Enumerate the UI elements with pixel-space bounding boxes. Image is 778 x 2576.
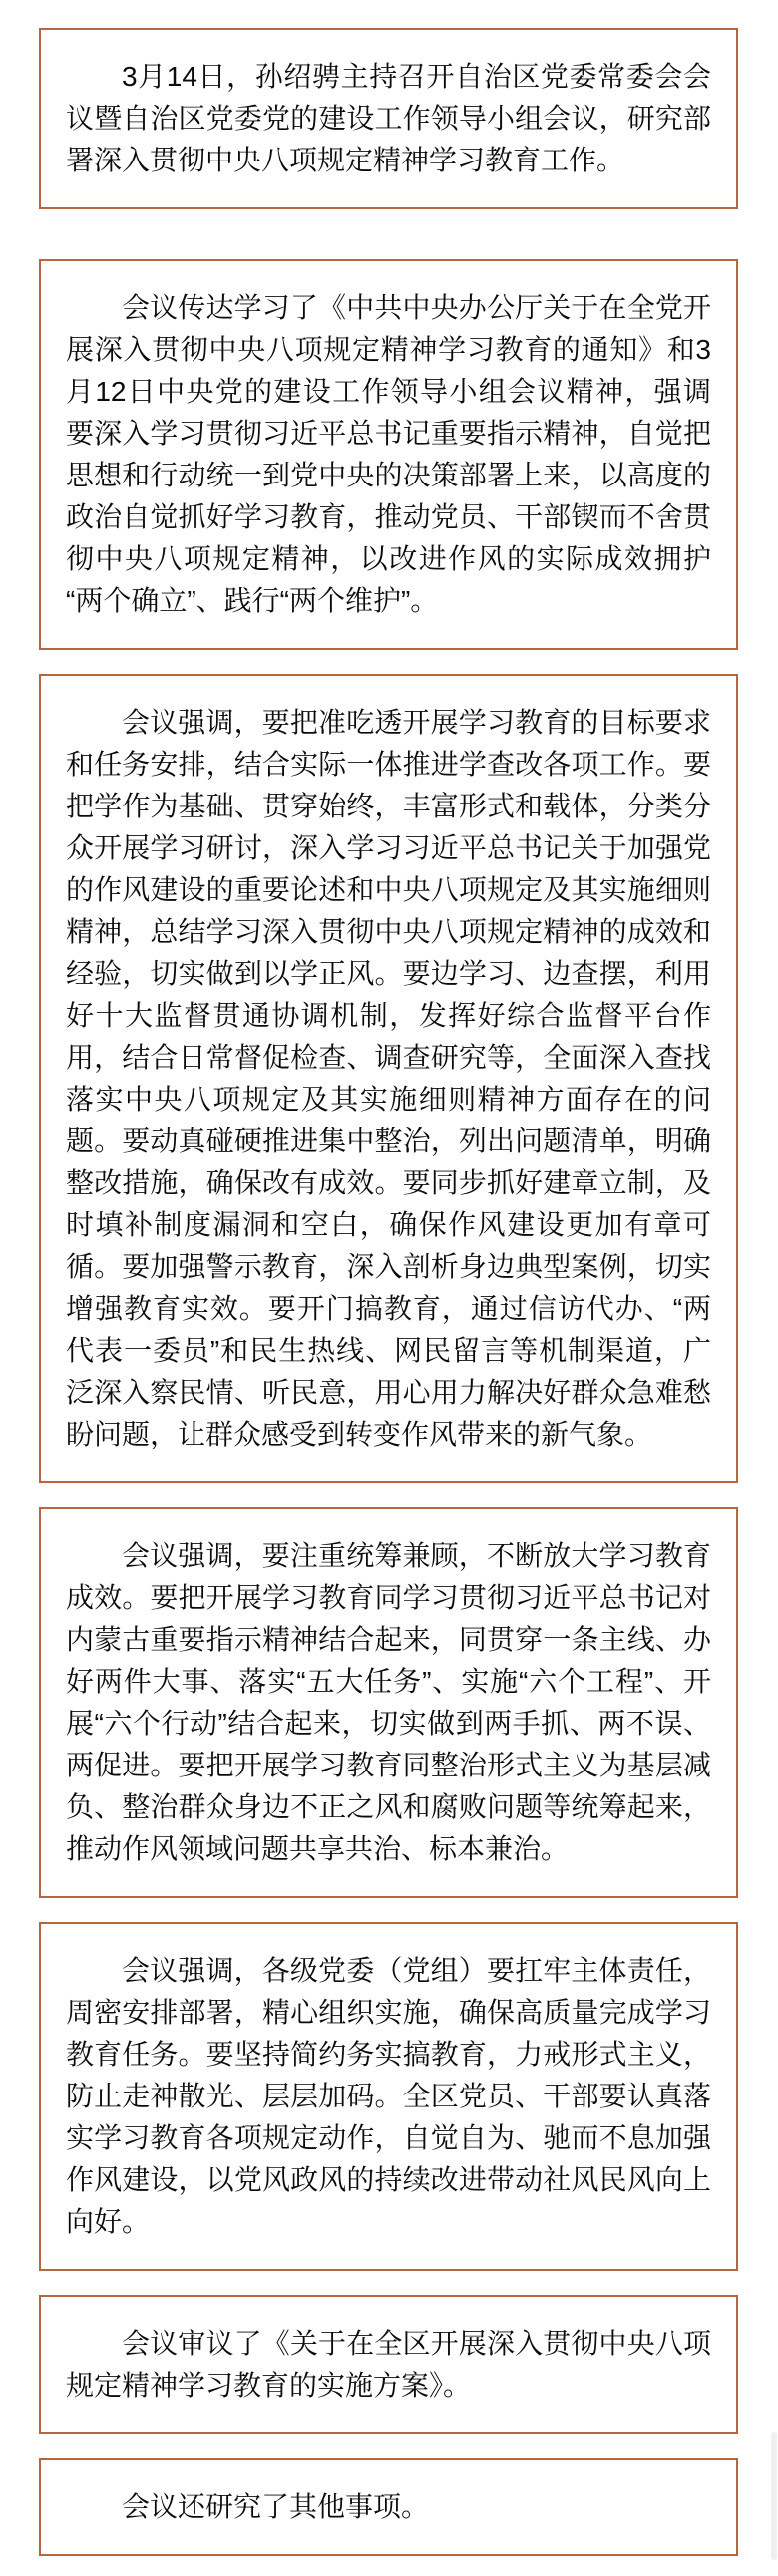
- paragraph-text: 3月14日，孙绍骋主持召开自治区党委常委会会议暨自治区党委党的建设工作领导小组会议，研究部署深入贯彻中央八项规定精神学习教育工作。: [66, 61, 711, 175]
- paragraph-text: 会议强调，要把准吃透开展学习教育的目标要求和任务安排，结合实际一体推进学查改各项工作。要把学作为基础、贯穿始终，丰富形式和载体，分类分众开展学习研讨，深入学习习近平总书记关于加强党的作风建设的重要论述和中央八项规定及其实施细则精神，总结学习深入贯彻中央八项规定精神的成效和经验，切实做到以学正风。要边学习、边查摆，利用好十大监督贯通协调机制，发挥好综合监督平台作用，结合日常督促检查、调查研究等，全面深入查找落实中央八项规定及其实施细则精神方面存在的问题。要动真碰硬推进集中整治，列出问题清单，明确整改措施，确保改有成效。要同步抓好建章立制，及时填补制度漏洞和空白，确保作风建设更加有章可循。要加强警示教育，深入剖析身边典型案例，切实增强教育实效。要开门搞教育，通过信访代办、“两代表一委员”和民生热线、网民留言等机制渠道，广泛深入察民情、听民意，用心用力解决好群众急难愁盼问题，让群众感受到转变作风带来的新气象。: [66, 707, 711, 1449]
- paragraph-card: [39, 674, 738, 1483]
- scrollbar-thumb[interactable]: [771, 2432, 777, 2560]
- paragraph-card: [39, 28, 738, 209]
- paragraph-text: 会议审议了《关于在全区开展深入贯彻中央八项规定精神学习教育的实施方案》。: [66, 2328, 711, 2401]
- paragraph-text: 会议传达学习了《中共中央办公厅关于在全党开展深入贯彻中央八项规定精神学习教育的通知》和3月12日中央党的建设工作领导小组会议精神，强调要深入学习贯彻习近平总书记重要指示精神，自觉把思想和行动统一到党中央的决策部署上来，以高度的政治自觉抓好学习教育，推动党员、干部锲而不舍贯彻中央八项规定精神，以改进作风的实际成效拥护“两个确立”、践行“两个维护”。: [66, 292, 711, 616]
- paragraph-card: [39, 2295, 738, 2434]
- paragraph-text: 会议强调，各级党委（党组）要扛牢主体责任，周密安排部署，精心组织实施，确保高质量完成学习教育任务。要坚持简约务实搞教育，力戒形式主义，防止走神散光、层层加码。全区党员、干部要认真落实学习教育各项规定动作，自觉自为、驰而不息加强作风建设，以党风政风的持续改进带动社风民风向上向好。: [66, 1955, 711, 2237]
- paragraph-text: 会议强调，要注重统筹兼顾，不断放大学习教育成效。要把开展学习教育同学习贯彻习近平总书记对内蒙古重要指示精神结合起来，同贯穿一条主线、办好两件大事、落实“五大任务”、实施“六个工程”、开展“六个行动”结合起来，切实做到两手抓、两不误、两促进。要把开展学习教育同整治形式主义为基层减负、整治群众身边不正之风和腐败问题等统筹起来，推动作风领域问题共享共治、标本兼治。: [66, 1540, 711, 1864]
- paragraph-card: [39, 1507, 738, 1898]
- paragraph-card: [39, 2458, 738, 2556]
- paragraph-text: 会议还研究了其他事项。: [122, 2491, 430, 2522]
- paragraph-card: [39, 1922, 738, 2271]
- paragraph-card: [39, 259, 738, 650]
